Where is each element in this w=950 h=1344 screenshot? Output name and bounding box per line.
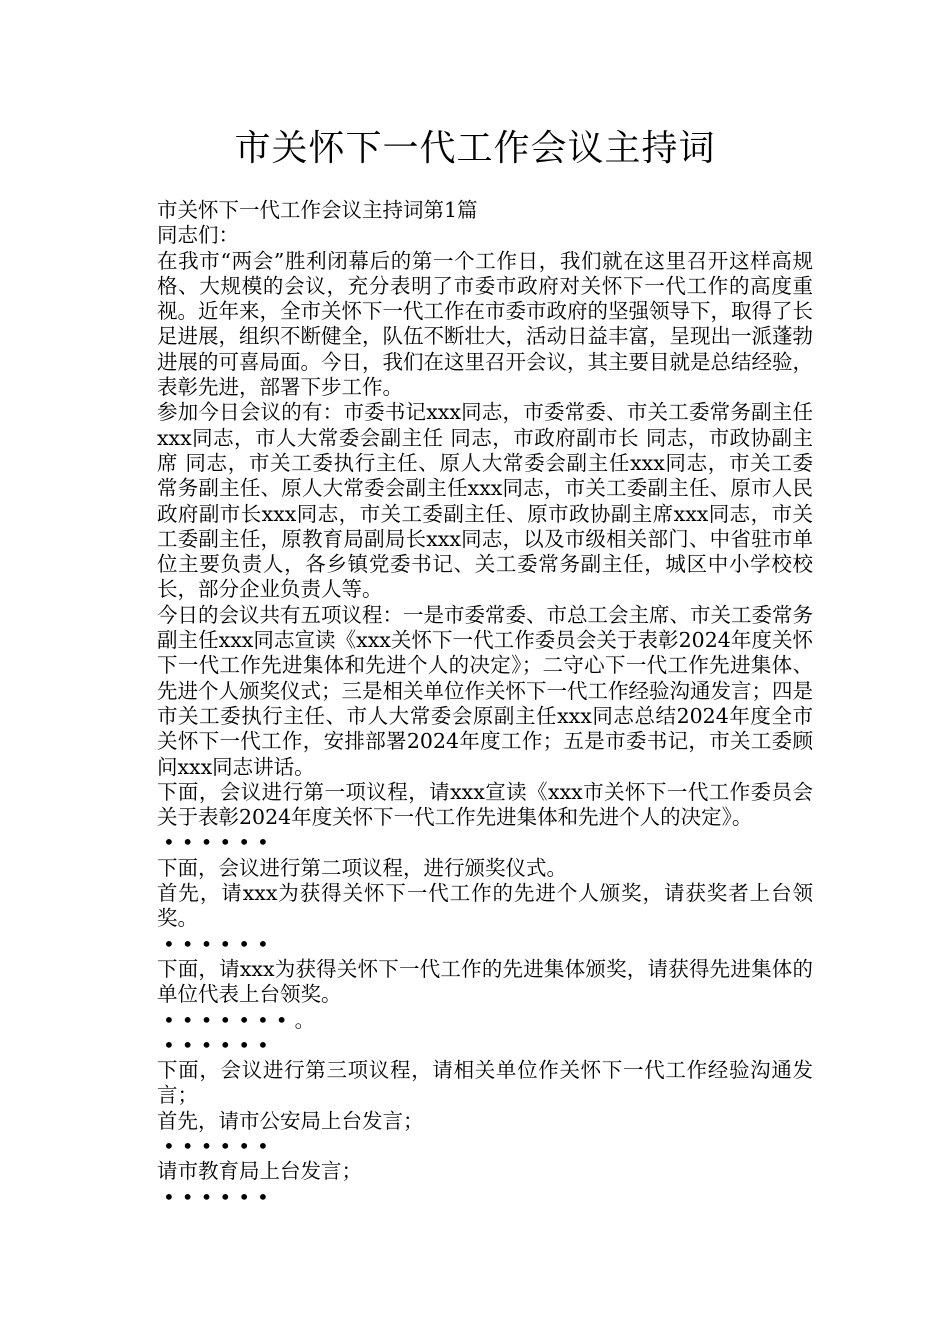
paragraph: 下面，请xxx为获得关怀下一代工作的先进集体颁奖，请获得先进集体的单位代表上台领奖。 <box>157 956 813 1007</box>
paragraph: 首先，请市公安局上台发言； <box>157 1108 424 1133</box>
paragraph: 下面，会议进行第三项议程，请相关单位作关怀下一代工作经验沟通发言； <box>157 1058 813 1108</box>
ellipsis-line: •••••••。 <box>163 1007 322 1032</box>
paragraph: 参加今日会议的有：市委书记xxx同志，市委常委、市关工委常务副主任xxx同志，市人大常委会副主任 同志，市政府副市长 同志，市政协副主席 同志，市关工委执行主任、原人大常委会副主任xxx同志，市关工委常务副主任、原人大常委会副主任xxx同志，市关工委副主任、原市人民政府副市长xxx同志，市关工委副主任、原市政协副主席xxx同志，市关工委副主任，原教育局副局长xxx同志，以及市级相关部门、中省驻市单位主要负责人，各乡镇党委书记、关工委常务副主任，城区中小学校校长，部分企业负责人等。 <box>157 400 813 602</box>
paragraph: 在我市“两会”胜利闭幕后的第一个工作日，我们就在这里召开这样高规格、大规模的会议，充分表明了市委市政府对关怀下一代工作的高度重视。近年来，全市关怀下一代工作在市委市政府的坚强领导下，取得了长足进展，组织不断健全，队伍不断壮大，活动日益丰富，呈现出一派蓬勃进展的可喜局面。今日，我们在这里召开会议，其主要目就是总结经验，表彰先进，部署下步工作。 <box>157 248 813 400</box>
section-heading: 市关怀下一代工作会议主持词第1篇 <box>157 198 478 222</box>
paragraph: 首先，请xxx为获得关怀下一代工作的先进个人颁奖，请获奖者上台领奖。 <box>157 881 813 931</box>
ellipsis-line: •••••• <box>163 1133 276 1158</box>
paragraph: 下面，会议进行第二项议程，进行颁奖仪式。 <box>157 855 567 880</box>
document-body <box>145 198 813 1210</box>
paragraph: 下面，会议进行第一项议程，请xxx宣读《xxx市关怀下一代工作委员会关于表彰2024年度关怀下一代工作先进集体和先进个人的决定》。 <box>157 779 813 830</box>
ellipsis-line: •••••• <box>163 1184 276 1209</box>
ellipsis-line: •••••• <box>163 931 276 956</box>
paragraph: 请市教育局上台发言； <box>157 1159 362 1184</box>
ellipsis-line: •••••• <box>163 830 276 855</box>
salutation: 同志们： <box>157 223 239 248</box>
paragraph: 今日的会议共有五项议程：一是市委常委、市总工会主席、市关工委常务副主任xxx同志宣读《xxx关怀下一代工作委员会关于表彰2024年度关怀下一代工作先进集体和先进个人的决定》；二守心下一代工作先进集体、先进个人颁奖仪式；三是相关单位作关怀下一代工作经验沟通发言；四是市关工委执行主任、市人大常委会原副主任xxx同志总结2024年度全市关怀下一代工作，安排部署2024年度工作；五是市委书记，市关工委顾问xxx同志讲话。 <box>157 602 813 779</box>
document-title: 市关怀下一代工作会议主持词 <box>234 128 716 169</box>
ellipsis-line: •••••• <box>163 1032 276 1057</box>
